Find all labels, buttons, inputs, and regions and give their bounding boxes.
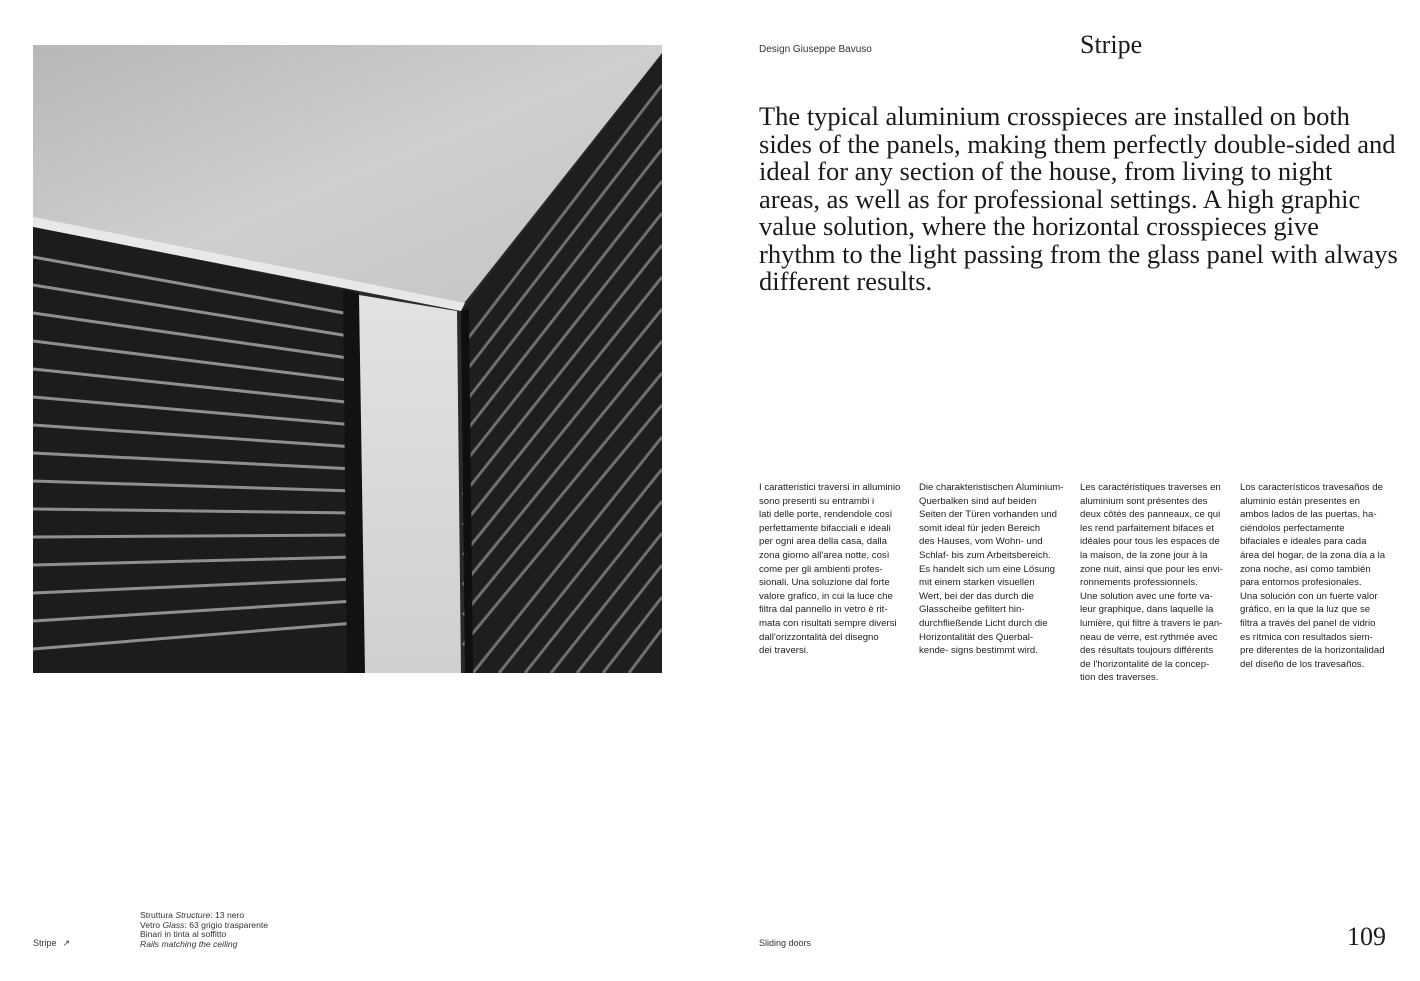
lead-paragraph: The typical aluminium crosspieces are installed on both sides of the panels, making them perfectly double-sided and ideal for any section of the house, from living to night areas, as well as for professional settings. A high graphic value solution, where the horizontal crosspieces give rhythm to the light passing from the glass panel with always different results. [759,101,1398,296]
footer-product-label: Stripe [33,938,57,948]
column-french: Les caractéristiques traverses en aluminium sont présentes des deux côtés des panneaux, ce qui les rend parfaitement bifaces et idéales pour tous les espaces de la maison, de la zone jour à la zone nuit, ainsi que pour les envi- ronnements professionnels. Une solution avec une forte va- leur graphique, dans laquelle la lumière, qui filtre à travers le pan- neau de verre, est rythmée avec des résultats toujours différents de l'horizontalité de la concep- tion des traverses. [1080,482,1223,684]
left-stripe-panel [33,227,365,673]
arrow-up-right-icon: ↗ [62,938,71,948]
product-title: Stripe [1080,30,1143,59]
spec-rails-it: Binari in tinta al soffitto [140,929,227,939]
column-italian: I caratteristici traversi in alluminio sono presenti su entrambi i lati delle porte, rendendole così perfettamente bifacciali e ideali per ogni area della casa, dalla zona giorno all'area notte, così come per gli ambienti profes- sionali. Una soluzione dal forte valore grafico, in cui la luce che filtra dal pannello in vetro è rit- mata con risultati sempre diversi dall'orizzontalità del disegno dei traversi. [759,482,901,657]
glass-panel [359,295,461,673]
spec-glass: Vetro Glass: 63 grigio trasparente [140,919,269,930]
spec-structure: Struttura Structure: 13 nero [140,910,245,920]
column-spanish: Los característicos travesaños de aluminio están presentes en ambos lados de las puertas, ha- ciéndolos perfectamente bifaciales e ideales para cada área del hogar, de la zona día a la zona noche, así como también para entornos profesionales. Una solución con un fuerte valor gráfico, en la que la luz que se filtra a través del panel de vidrio es rítmica con resultados siem- pre diferentes de la horizontalidad del diseño de los travesaños. [1240,482,1386,670]
spec-rails-en: Rails matching the ceiling [140,938,238,949]
page-number: 109 [1347,922,1386,951]
spec-notes [140,911,268,949]
design-credit: Design Giuseppe Bavuso [759,44,872,55]
column-german: Die charakteristischen Aluminium- Querbalken sind auf beiden Seiten der Türen vorhanden und somit ideal für jeden Bereich des Hauses, vom Wohn- und Schlaf- bis zum Arbeitsbereich. Es handelt sich um eine Lösung mit einem starken visuellen Wert, bei der das durch die Glasscheibe gefiltert hin- durchfließende Licht durch die Horizontalität des Querbal- kende- signs bestimmt wird. [919,482,1064,657]
product-photo [33,45,662,673]
footer-section: Sliding doors [759,938,812,948]
footer-product-link[interactable] [33,938,70,949]
